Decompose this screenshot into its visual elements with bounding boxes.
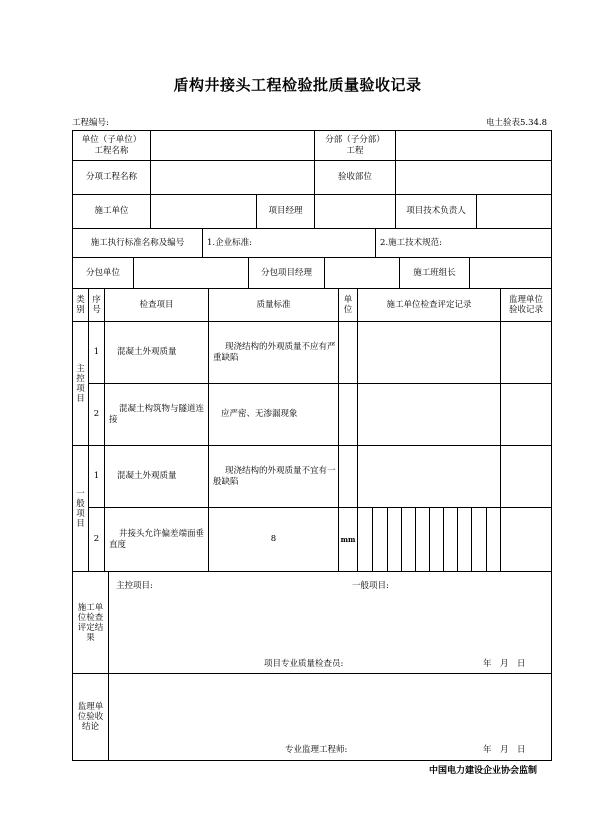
standard-label: 施工执行标准名称及编号 <box>72 228 203 258</box>
main-item-2-record[interactable] <box>357 383 501 446</box>
general-item-2-unit: mm <box>338 507 358 572</box>
main-items-conclusion-label: 主控项目: <box>116 581 153 591</box>
record-grid-line <box>387 507 388 572</box>
project-no-label: 工程编号: <box>72 118 109 128</box>
sub-pm-label: 分包项目经理 <box>248 257 325 289</box>
subcontractor-field[interactable] <box>133 257 249 289</box>
standard-header: 质量标准 <box>208 288 339 322</box>
subcontractor-label: 分包单位 <box>72 257 134 289</box>
main-item-2-standard: 应严密、无渗漏现象 <box>208 383 339 446</box>
contractor-date: 年 月 日 <box>483 659 526 669</box>
sub-pm-field[interactable] <box>324 257 400 289</box>
general-item-2-standard: 8 <box>208 507 339 572</box>
main-item-1-unit <box>338 321 358 384</box>
main-item-2-seq: 2 <box>88 383 105 446</box>
record-grid-line <box>457 507 458 572</box>
subunit-field[interactable] <box>395 130 552 161</box>
main-item-1-name: 混凝土外观质量 <box>104 321 209 384</box>
contractor-conclusion-label: 施工单位检查评定结果 <box>72 571 109 674</box>
team-leader-field[interactable] <box>469 257 552 289</box>
tech-lead-field[interactable] <box>476 194 552 229</box>
general-item-2-supervisor[interactable] <box>500 507 552 572</box>
construction-unit-field[interactable] <box>150 194 257 229</box>
enterprise-standard-field[interactable]: 1.企业标准: <box>202 228 376 258</box>
project-manager-field[interactable] <box>314 194 396 229</box>
main-items-category: 主控项目 <box>72 321 89 446</box>
item-header: 检查项目 <box>104 288 209 322</box>
publisher-footer: 中国电力建设企业协会监制 <box>428 766 537 776</box>
record-grid-line <box>429 507 430 572</box>
acceptance-part-label: 验收部位 <box>314 160 396 195</box>
contractor-record-header: 施工单位检查评定记录 <box>357 288 501 322</box>
record-grid-line <box>401 507 402 572</box>
main-item-1-supervisor[interactable] <box>500 321 552 384</box>
subitem-name-label: 分项工程名称 <box>72 160 151 195</box>
general-item-1-record[interactable] <box>357 445 501 508</box>
record-grid-line <box>486 507 487 572</box>
main-item-1-standard: 现浇结构的外观质量不应有严重缺陷 <box>208 321 339 384</box>
record-grid-line <box>443 507 444 572</box>
category-header: 类别 <box>72 288 89 322</box>
supervisor-conclusion-label: 监理单位验收结论 <box>72 673 109 761</box>
subitem-name-field[interactable] <box>150 160 315 195</box>
record-grid-line <box>471 507 472 572</box>
acceptance-part-field[interactable] <box>395 160 552 195</box>
general-item-2-name: 井接头允许偏差端面垂直度 <box>104 507 209 572</box>
general-item-1-unit <box>338 445 358 508</box>
construction-unit-label: 施工单位 <box>72 194 151 229</box>
general-item-1-supervisor[interactable] <box>500 445 552 508</box>
main-item-1-seq: 1 <box>88 321 105 384</box>
supervisor-record-header: 监理单位验收记录 <box>500 288 552 322</box>
general-item-2-seq: 2 <box>88 507 105 572</box>
subunit-label: 分部（子分部） 工程 <box>314 130 396 161</box>
form-number: 电土验表5.34.8 <box>485 118 547 128</box>
general-item-1-name: 混凝土外观质量 <box>104 445 209 508</box>
project-manager-label: 项目经理 <box>256 194 315 229</box>
record-grid-line <box>372 507 373 572</box>
page-title: 盾构井接头工程检验批质量验收记录 <box>173 76 422 94</box>
main-item-2-unit <box>338 383 358 446</box>
main-item-1-record[interactable] <box>357 321 501 384</box>
tech-spec-field[interactable]: 2.施工技术规范: <box>375 228 552 258</box>
supervising-engineer-label: 专业监理工程师: <box>285 745 348 755</box>
unit-name-label: 单位（子单位） 工程名称 <box>72 130 151 161</box>
team-leader-label: 施工班组长 <box>399 257 470 289</box>
general-items-category: 一般项目 <box>72 445 89 572</box>
supervisor-date: 年 月 日 <box>483 745 526 755</box>
tech-lead-label: 项目技术负责人 <box>395 194 477 229</box>
general-item-1-seq: 1 <box>88 445 105 508</box>
record-grid-line <box>415 507 416 572</box>
seq-header: 序号 <box>88 288 105 322</box>
main-item-2-name: 混凝土构筑物与隧道连接 <box>104 383 209 446</box>
unit-header: 单位 <box>338 288 358 322</box>
main-item-2-supervisor[interactable] <box>500 383 552 446</box>
unit-name-field[interactable] <box>150 130 315 161</box>
quality-inspector-label: 项目专业质量检查员: <box>264 659 344 669</box>
general-item-1-standard: 现浇结构的外观质量不宜有一般缺陷 <box>208 445 339 508</box>
general-items-conclusion-label: 一般项目: <box>352 581 389 591</box>
